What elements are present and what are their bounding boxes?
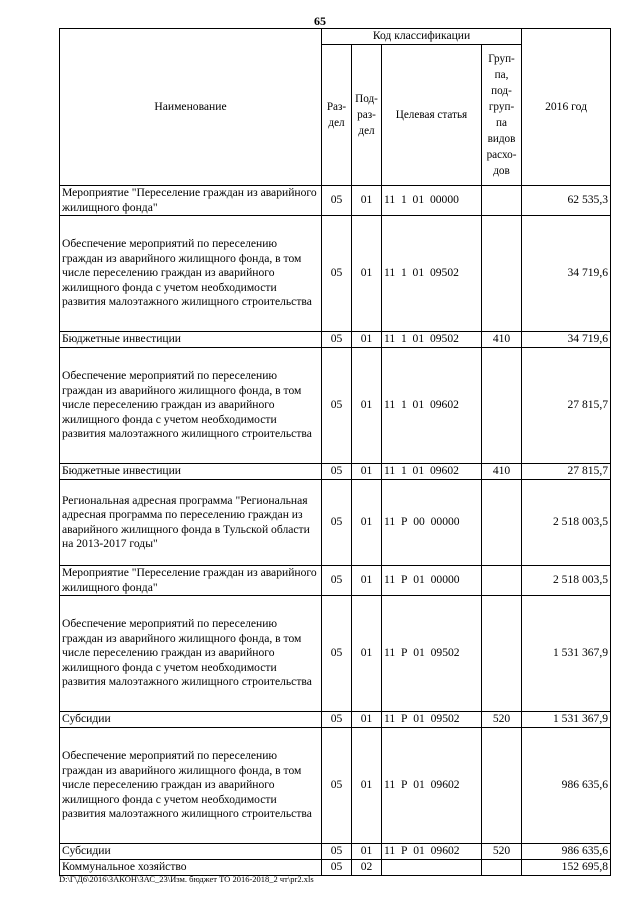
row-section: 05: [322, 728, 352, 844]
row-section: 05: [322, 348, 352, 464]
row-subsection: 01: [352, 844, 382, 860]
table-row: [60, 566, 611, 596]
row-name: Обеспечение мероприятий по переселению граждан из аварийного жилищного фонда, в том числе переселению граждан из аварийного жилищного фонда с учетом необходимости развития малоэтажного жилищного строительства: [60, 596, 322, 712]
row-name: Мероприятие "Переселение граждан из аварийного жилищного фонда": [60, 566, 322, 596]
table-row: [60, 348, 611, 464]
row-target-article: 11 1 01 00000: [382, 186, 482, 216]
header-code: Код классификации: [322, 29, 522, 45]
row-amount: 1 531 367,9: [522, 596, 611, 712]
table-row: [60, 480, 611, 566]
row-amount: 34 719,6: [522, 216, 611, 332]
header-target: Целевая статья: [382, 45, 482, 186]
row-amount: 2 518 003,5: [522, 566, 611, 596]
table-row: [60, 464, 611, 480]
row-amount: 27 815,7: [522, 348, 611, 464]
row-amount: 27 815,7: [522, 464, 611, 480]
budget-table: [59, 28, 611, 876]
row-section: 05: [322, 464, 352, 480]
header-group: Груп- па, под- груп- па видов расхо- дов: [482, 45, 522, 186]
row-subsection: 01: [352, 464, 382, 480]
row-expense-group: 520: [482, 844, 522, 860]
row-target-article: 11 Р 01 00000: [382, 566, 482, 596]
row-subsection: 01: [352, 566, 382, 596]
row-target-article: 11 Р 01 09602: [382, 728, 482, 844]
row-amount: 986 635,6: [522, 844, 611, 860]
row-subsection: 01: [352, 596, 382, 712]
row-subsection: 01: [352, 186, 382, 216]
row-target-article: 11 1 01 09502: [382, 332, 482, 348]
row-name: Региональная адресная программа "Региональная адресная программа по переселению граждан из аварийного жилищного фонда в Тульской области на 2013-2017 годы": [60, 480, 322, 566]
row-target-article: 11 1 01 09502: [382, 216, 482, 332]
row-name: Мероприятие "Переселение граждан из аварийного жилищного фонда": [60, 186, 322, 216]
row-name: Обеспечение мероприятий по переселению граждан из аварийного жилищного фонда, в том числе переселению граждан из аварийного жилищного фонда с учетом необходимости развития малоэтажного жилищного строительства: [60, 728, 322, 844]
row-target-article: [382, 860, 482, 876]
row-subsection: 02: [352, 860, 382, 876]
header-section: Раз- дел: [322, 45, 352, 186]
header-name: Наименование: [60, 29, 322, 186]
table-row: [60, 712, 611, 728]
table-row: [60, 596, 611, 712]
row-amount: 1 531 367,9: [522, 712, 611, 728]
row-subsection: 01: [352, 348, 382, 464]
header-year: 2016 год: [522, 29, 611, 186]
row-amount: 2 518 003,5: [522, 480, 611, 566]
row-section: 05: [322, 186, 352, 216]
row-section: 05: [322, 332, 352, 348]
row-expense-group: [482, 728, 522, 844]
row-amount: 986 635,6: [522, 728, 611, 844]
row-amount: 34 719,6: [522, 332, 611, 348]
table-row: [60, 728, 611, 844]
row-name: Коммунальное хозяйство: [60, 860, 322, 876]
row-name: Субсидии: [60, 844, 322, 860]
row-section: 05: [322, 712, 352, 728]
row-target-article: 11 Р 01 09502: [382, 712, 482, 728]
row-section: 05: [322, 566, 352, 596]
row-target-article: 11 Р 01 09502: [382, 596, 482, 712]
file-path-footer: D:\Г\Д6\2016\ЗАКОН\ЗАС_23\Изм. бюджет ТО 2016-2018_2 чт\pr2.xls: [59, 874, 314, 884]
table-row: [60, 332, 611, 348]
row-expense-group: 520: [482, 712, 522, 728]
row-target-article: 11 Р 01 09602: [382, 844, 482, 860]
table-row: [60, 844, 611, 860]
row-expense-group: [482, 186, 522, 216]
row-name: Бюджетные инвестиции: [60, 332, 322, 348]
row-subsection: 01: [352, 712, 382, 728]
table-body: [60, 186, 611, 876]
row-name: Обеспечение мероприятий по переселению граждан из аварийного жилищного фонда, в том числе переселению граждан из аварийного жилищного фонда с учетом необходимости развития малоэтажного жилищного строительства: [60, 216, 322, 332]
row-expense-group: [482, 566, 522, 596]
row-expense-group: 410: [482, 464, 522, 480]
row-target-article: 11 1 01 09602: [382, 464, 482, 480]
row-name: Бюджетные инвестиции: [60, 464, 322, 480]
row-target-article: 11 1 01 09602: [382, 348, 482, 464]
row-subsection: 01: [352, 728, 382, 844]
row-section: 05: [322, 480, 352, 566]
row-section: 05: [322, 860, 352, 876]
row-subsection: 01: [352, 480, 382, 566]
row-expense-group: [482, 860, 522, 876]
row-expense-group: [482, 480, 522, 566]
row-expense-group: [482, 348, 522, 464]
row-expense-group: [482, 596, 522, 712]
row-name: Субсидии: [60, 712, 322, 728]
row-expense-group: 410: [482, 332, 522, 348]
row-name: Обеспечение мероприятий по переселению граждан из аварийного жилищного фонда, в том числе переселению граждан из аварийного жилищного фонда с учетом необходимости развития малоэтажного жилищного строительства: [60, 348, 322, 464]
row-expense-group: [482, 216, 522, 332]
row-section: 05: [322, 216, 352, 332]
row-target-article: 11 Р 00 00000: [382, 480, 482, 566]
row-section: 05: [322, 596, 352, 712]
row-subsection: 01: [352, 332, 382, 348]
table-row: [60, 216, 611, 332]
header-subsection: Под- раз- дел: [352, 45, 382, 186]
row-section: 05: [322, 844, 352, 860]
page-number: 65: [314, 14, 326, 28]
row-amount: 62 535,3: [522, 186, 611, 216]
row-amount: 152 695,8: [522, 860, 611, 876]
table-row: [60, 186, 611, 216]
row-subsection: 01: [352, 216, 382, 332]
